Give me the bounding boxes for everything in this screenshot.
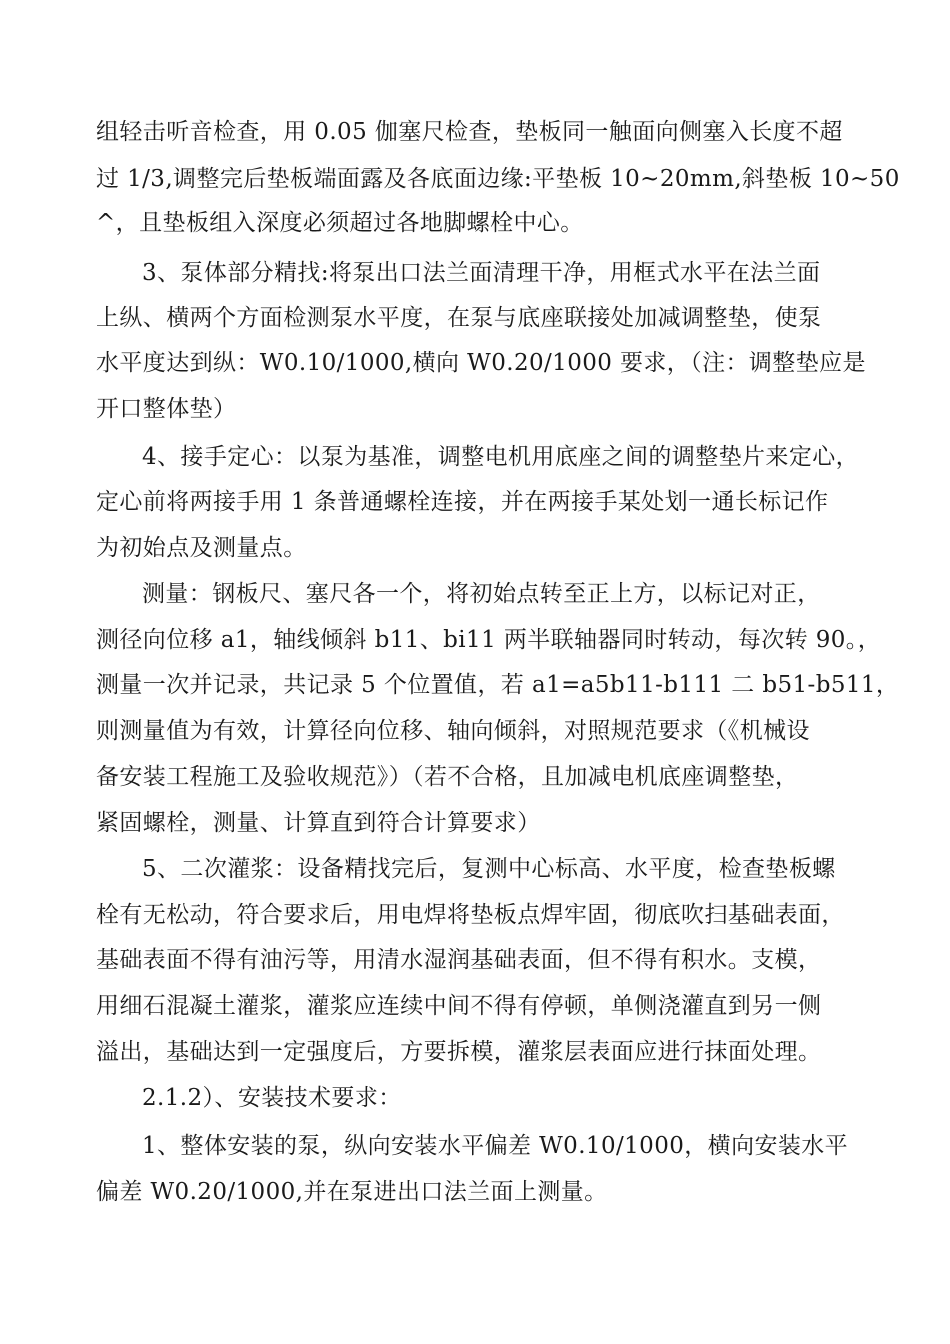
text-line: 为初始点及测量点。 [96, 535, 307, 561]
text-line: ^，且垫板组入深度必须超过各地脚螺栓中心。 [96, 210, 584, 236]
text-line: 过 1/3,调整完后垫板端面露及各底面边缘:平垫板 10~20mm,斜垫板 10~50 [96, 166, 900, 192]
text-line: 紧固螺栓，测量、计算直到符合计算要求） [96, 810, 541, 836]
text-line: 开口整体垫） [96, 396, 237, 422]
text-line: 栓有无松动，符合要求后，用电焊将垫板点焊牢固，彻底吹扫基础表面， [96, 902, 845, 928]
text-line: 测量一次并记录，共记录 5 个位置值，若 a1=a5b11-b111 二 b51-b511， [96, 672, 900, 698]
text-line: 1、整体安装的泵，纵向安装水平偏差 W0.10/1000，横向安装水平 [142, 1133, 849, 1159]
text-line: 水平度达到纵：W0.10/1000,横向 W0.20/1000 要求，（注：调整垫应是 [96, 350, 866, 376]
text-line: 组轻击听音检查，用 0.05 伽塞尺检查，垫板同一触面向侧塞入长度不超 [96, 119, 843, 145]
text-line: 基础表面不得有油污等，用清水湿润基础表面，但不得有积水。支模， [96, 947, 822, 973]
text-line: 溢出，基础达到一定强度后，方要拆模，灌浆层表面应进行抹面处理。 [96, 1039, 822, 1065]
text-line: 定心前将两接手用 1 条普通螺栓连接，并在两接手某处划一通长标记作 [96, 489, 829, 515]
text-line: 测量：钢板尺、塞尺各一个，将初始点转至正上方，以标记对正， [142, 581, 821, 607]
text-line: 5、二次灌浆：设备精找完后，复测中心标高、水平度，检查垫板螺 [142, 856, 836, 882]
text-line: 偏差 W0.20/1000,并在泵进出口法兰面上测量。 [96, 1179, 608, 1205]
text-line: 则测量值为有效，计算径向位移、轴向倾斜，对照规范要求（《机械设 [96, 718, 810, 744]
section-heading: 2.1.2）、安装技术要求： [142, 1085, 402, 1111]
text-line: 4、接手定心：以泵为基准，调整电机用底座之间的调整垫片来定心， [142, 444, 860, 470]
text-line: 备安装工程施工及验收规范》）（若不合格，且加减电机底座调整垫， [96, 764, 799, 790]
text-line: 用细石混凝土灌浆，灌浆应连续中间不得有停顿，单侧浇灌直到另一侧 [96, 993, 822, 1019]
text-line: 测径向位移 a1，轴线倾斜 b11、bi11 两半联轴器同时转动，每次转 90。， [96, 627, 882, 653]
text-line: 3、泵体部分精找:将泵出口法兰面清理干净，用框式水平在法兰面 [142, 260, 821, 286]
text-line: 上纵、横两个方面检测泵水平度，在泵与底座联接处加减调整垫，使泵 [96, 305, 822, 331]
